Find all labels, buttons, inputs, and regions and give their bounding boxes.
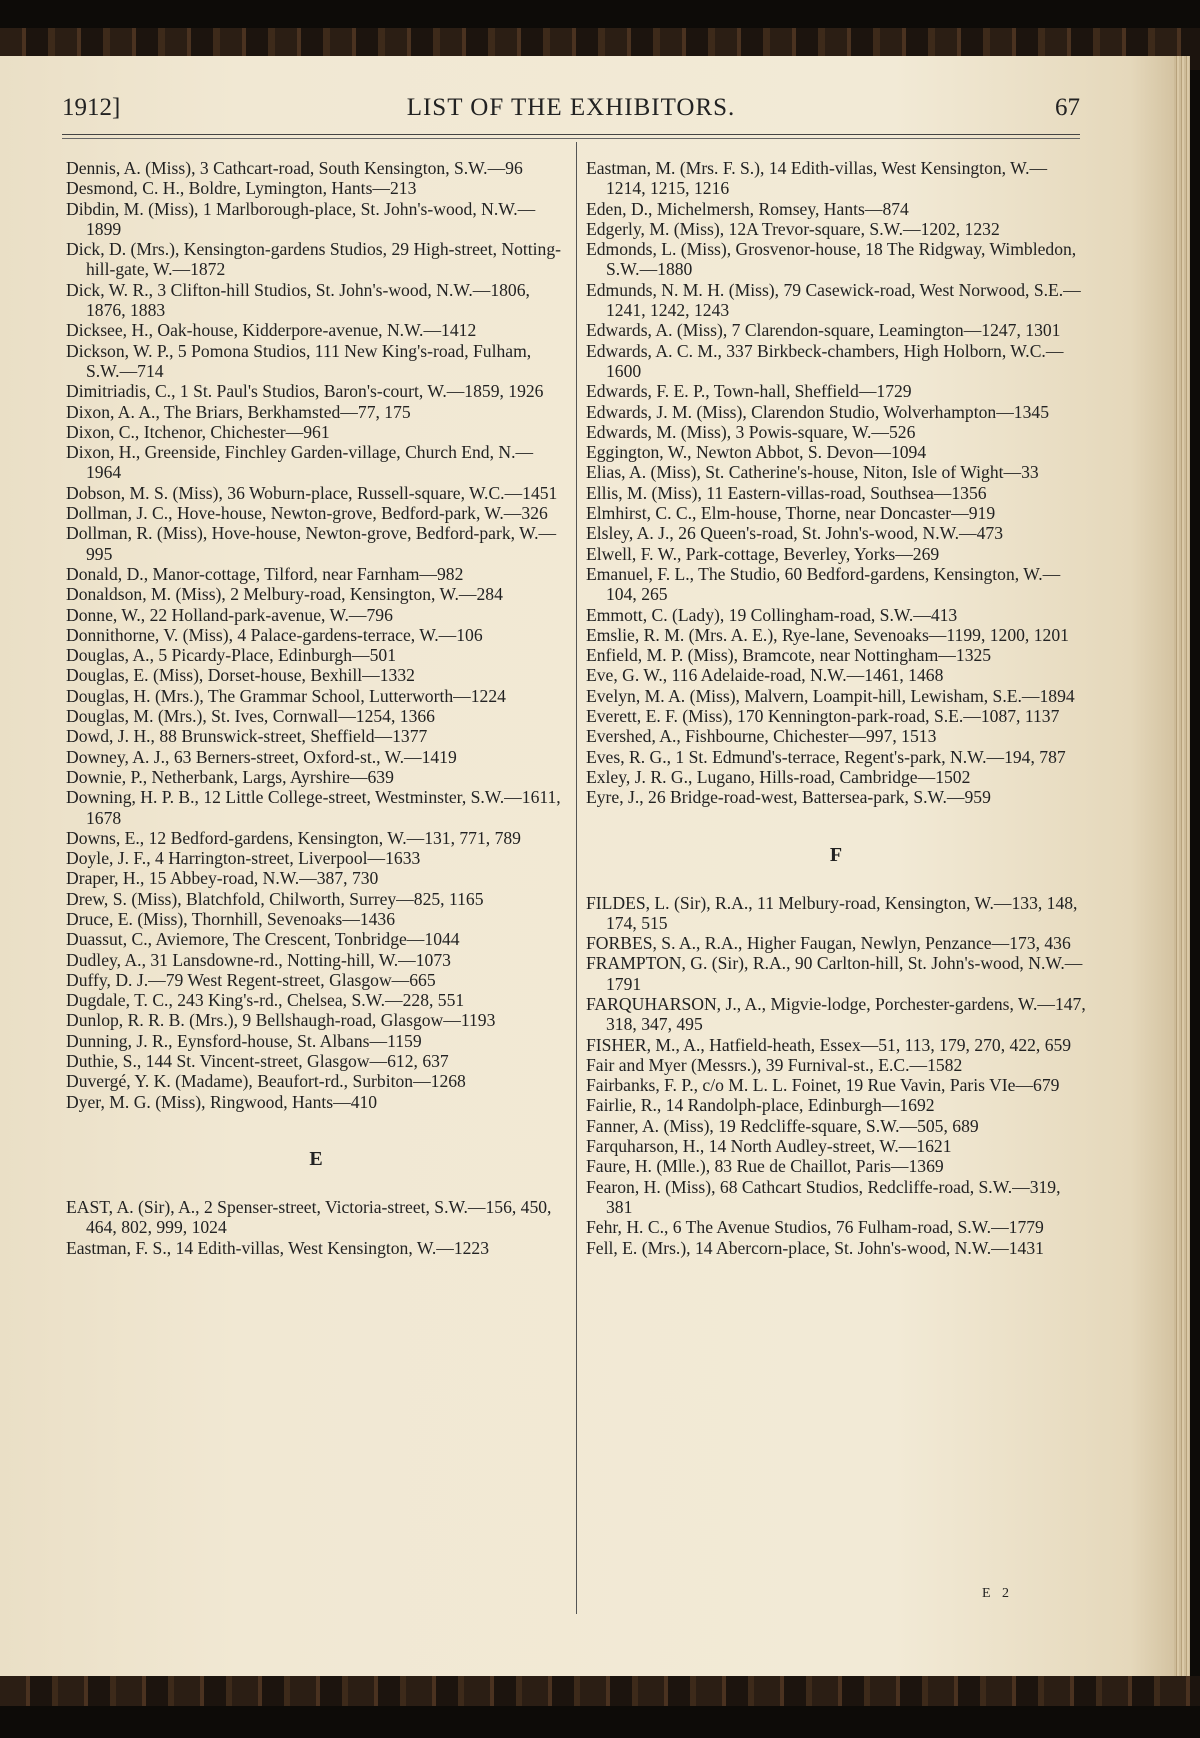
exhibitor-entry: Edmonds, L. (Miss), Grosvenor-house, 18 The Ridgway, Wimbledon, S.W.—1880: [586, 239, 1077, 280]
entries-f: [586, 893, 1086, 1258]
exhibitor-entry: Dudley, A., 31 Lansdowne-rd., Notting-hill, W.—1073: [66, 949, 451, 970]
exhibitor-entry: Downs, E., 12 Bedford-gardens, Kensington, W.—131, 771, 789: [66, 827, 521, 848]
exhibitor-entry: Edwards, A. (Miss), 7 Clarendon-square, Leamington—1247, 1301: [586, 320, 1061, 341]
exhibitor-entry: Dyer, M. G. (Miss), Ringwood, Hants—410: [66, 1091, 378, 1112]
running-header: [62, 94, 1080, 128]
book-page: [0, 56, 1190, 1684]
exhibitor-entry: FILDES, L. (Sir), R.A., 11 Melbury-road, Kensington, W.—133, 148, 174, 515: [586, 892, 1078, 933]
exhibitor-entry: Enfield, M. P. (Miss), Bramcote, near Nottingham—1325: [586, 645, 992, 666]
exhibitor-entry: Dunlop, R. R. B. (Mrs.), 9 Bellshaugh-road, Glasgow—1193: [66, 1010, 496, 1031]
exhibitor-entry: Dobson, M. S. (Miss), 36 Woburn-place, Russell-square, W.C.—1451: [66, 482, 558, 503]
exhibitor-entry: Donaldson, M. (Miss), 2 Melbury-road, Kensington, W.—284: [66, 584, 503, 605]
exhibitor-entry: Edgerly, M. (Miss), 12A Trevor-square, S.W.—1202, 1232: [586, 218, 1000, 239]
exhibitor-entry: Ellis, M. (Miss), 11 Eastern-villas-road, Southsea—1356: [586, 482, 987, 503]
header-year: 1912]: [62, 94, 121, 121]
exhibitor-entry: FORBES, S. A., R.A., Higher Faugan, Newlyn, Penzance—173, 436: [586, 933, 1071, 954]
exhibitor-entry: Duassut, C., Aviemore, The Crescent, Tonbridge—1044: [66, 929, 460, 950]
page-number: 67: [1055, 94, 1080, 121]
page-edge: [1174, 56, 1190, 1684]
exhibitor-entry: Douglas, A., 5 Picardy-Place, Edinburgh—501: [66, 645, 397, 666]
right-column: [586, 158, 1086, 1258]
exhibitor-entry: Dimitriadis, C., 1 St. Paul's Studios, Baron's-court, W.—1859, 1926: [66, 381, 544, 402]
exhibitor-entry: FARQUHARSON, J., A., Migvie-lodge, Porchester-gardens, W.—147, 318, 347, 495: [586, 993, 1086, 1035]
exhibitor-entry: Dugdale, T. C., 243 King's-rd., Chelsea, S.W.—228, 551: [66, 990, 465, 1011]
exhibitor-entry: Douglas, E. (Miss), Dorset-house, Bexhill—1332: [66, 665, 415, 686]
exhibitor-entry: Fair and Myer (Messrs.), 39 Furnival-st., E.C.—1582: [586, 1054, 963, 1075]
entries-e-continued: [586, 158, 1086, 808]
exhibitor-entry: Dollman, J. C., Hove-house, Newton-grove, Bedford-park, W.—326: [66, 503, 548, 524]
exhibitor-entry: Eve, G. W., 116 Adelaide-road, N.W.—1461, 1468: [586, 665, 944, 686]
exhibitor-entry: Douglas, M. (Mrs.), St. Ives, Cornwall—1254, 1366: [66, 706, 435, 727]
exhibitor-entry: Donald, D., Manor-cottage, Tilford, near Farnham—982: [66, 563, 464, 584]
exhibitor-entry: Douglas, H. (Mrs.), The Grammar School, Lutterworth—1224: [66, 685, 506, 706]
exhibitor-entry: Eden, D., Michelmersh, Romsey, Hants—874: [586, 198, 909, 219]
exhibitor-entry: Elsley, A. J., 26 Queen's-road, St. John's-wood, N.W.—473: [586, 523, 1003, 544]
exhibitor-entry: Dixon, C., Itchenor, Chichester—961: [66, 421, 330, 442]
exhibitor-entry: Fell, E. (Mrs.), 14 Abercorn-place, St. John's-wood, N.W.—1431: [586, 1237, 1044, 1258]
exhibitor-entry: Dunning, J. R., Eynsford-house, St. Albans—1159: [66, 1030, 422, 1051]
exhibitor-entry: Duffy, D. J.—79 West Regent-street, Glasgow—665: [66, 969, 436, 990]
header-rule: [62, 134, 1080, 135]
exhibitor-entry: Eastman, F. S., 14 Edith-villas, West Kensington, W.—1223: [66, 1237, 490, 1258]
exhibitor-entry: Dennis, A. (Miss), 3 Cathcart-road, South Kensington, S.W.—96: [66, 158, 523, 178]
binding-tape-bottom: [0, 1676, 1200, 1706]
exhibitor-entry: Dollman, R. (Miss), Hove-house, Newton-grove, Bedford-park, W.—995: [66, 523, 557, 564]
exhibitor-entry: Dibdin, M. (Miss), 1 Marlborough-place, St. John's-wood, N.W.—1899: [66, 198, 536, 239]
exhibitor-entry: Elwell, F. W., Park-cottage, Beverley, Yorks—269: [586, 543, 940, 564]
exhibitor-entry: Eves, R. G., 1 St. Edmund's-terrace, Regent's-park, N.W.—194, 787: [586, 746, 1066, 767]
exhibitor-entry: Edwards, F. E. P., Town-hall, Sheffield—1729: [586, 381, 912, 402]
exhibitor-entry: Fairbanks, F. P., c/o M. L. L. Foinet, 19 Rue Vavin, Paris VIe—679: [586, 1075, 1060, 1096]
exhibitor-entry: Dowd, J. H., 88 Brunswick-street, Sheffield—1377: [66, 726, 428, 747]
exhibitor-entry: Everett, E. F. (Miss), 170 Kennington-park-road, S.E.—1087, 1137: [586, 706, 1060, 727]
exhibitor-entry: Evershed, A., Fishbourne, Chichester—997, 1513: [586, 726, 937, 747]
exhibitor-entry: Edwards, J. M. (Miss), Clarendon Studio, Wolverhampton—1345: [586, 401, 1049, 422]
exhibitor-entry: Fehr, H. C., 6 The Avenue Studios, 76 Fulham-road, S.W.—1779: [586, 1217, 1044, 1238]
exhibitor-entry: Duvergé, Y. K. (Madame), Beaufort-rd., Surbiton—1268: [66, 1071, 466, 1092]
exhibitor-entry: Dixon, H., Greenside, Finchley Garden-village, Church End, N.—1964: [66, 442, 534, 483]
section-heading-e: E: [309, 1147, 323, 1170]
exhibitor-entry: Edwards, M. (Miss), 3 Powis-square, W.—526: [586, 421, 916, 442]
exhibitor-entry: Downey, A. J., 63 Berners-street, Oxford-st., W.—1419: [66, 746, 457, 767]
exhibitor-entry: Emslie, R. M. (Mrs. A. E.), Rye-lane, Sevenoaks—1199, 1200, 1201: [586, 624, 1069, 645]
exhibitor-entry: FRAMPTON, G. (Sir), R.A., 90 Carlton-hill, St. John's-wood, N.W.—1791: [586, 953, 1083, 994]
exhibitor-entry: Farquharson, H., 14 North Audley-street, W.—1621: [586, 1136, 952, 1157]
exhibitor-entry: Fearon, H. (Miss), 68 Cathcart Studios, Redcliffe-road, S.W.—319, 381: [586, 1176, 1061, 1217]
exhibitor-entry: Doyle, J. F., 4 Harrington-street, Liverpool—1633: [66, 848, 421, 869]
header-rule-thin: [62, 138, 1080, 139]
exhibitor-entry: Emanuel, F. L., The Studio, 60 Bedford-gardens, Kensington, W.—104, 265: [586, 563, 1061, 605]
exhibitor-entry: Dixon, A. A., The Briars, Berkhamsted—77, 175: [66, 401, 411, 422]
exhibitor-entry: Duthie, S., 144 St. Vincent-street, Glasgow—612, 637: [66, 1051, 449, 1072]
exhibitor-entry: Elmhirst, C. C., Elm-house, Thorne, near Doncaster—919: [586, 503, 996, 524]
exhibitor-entry: Evelyn, M. A. (Miss), Malvern, Loampit-hill, Lewisham, S.E.—1894: [586, 685, 1075, 706]
exhibitor-entry: Eyre, J., 26 Bridge-road-west, Battersea-park, S.W.—959: [586, 787, 991, 808]
section-heading-f: F: [829, 843, 843, 866]
exhibitor-entry: Elias, A. (Miss), St. Catherine's-house, Niton, Isle of Wight—33: [586, 462, 1039, 483]
exhibitor-entry: Draper, H., 15 Abbey-road, N.W.—387, 730: [66, 868, 379, 889]
exhibitor-entry: Faure, H. (Mlle.), 83 Rue de Chaillot, Paris—1369: [586, 1156, 944, 1177]
exhibitor-entry: Dickson, W. P., 5 Pomona Studios, 111 New King's-road, Fulham, S.W.—714: [66, 340, 532, 381]
entries-e-start: [66, 1197, 566, 1258]
header-title: LIST OF THE EXHIBITORS.: [406, 94, 736, 121]
exhibitor-entry: Emmott, C. (Lady), 19 Collingham-road, S.W.—413: [586, 604, 958, 625]
exhibitor-entry: Fanner, A. (Miss), 19 Redcliffe-square, S.W.—505, 689: [586, 1115, 979, 1136]
exhibitor-entry: Eggington, W., Newton Abbot, S. Devon—1094: [586, 442, 927, 463]
exhibitor-entry: Dicksee, H., Oak-house, Kidderpore-avenue, N.W.—1412: [66, 320, 477, 341]
exhibitor-entry: Donnithorne, V. (Miss), 4 Palace-gardens-terrace, W.—106: [66, 624, 483, 645]
exhibitor-entry: Desmond, C. H., Boldre, Lymington, Hants—213: [66, 178, 417, 199]
column-divider: [576, 142, 577, 1614]
exhibitor-entry: EAST, A. (Sir), A., 2 Spenser-street, Victoria-street, S.W.—156, 450, 464, 802, 999, 1024: [66, 1196, 552, 1238]
exhibitor-entry: Druce, E. (Miss), Thornhill, Sevenoaks—1436: [66, 908, 396, 929]
exhibitor-entry: Edmunds, N. M. H. (Miss), 79 Casewick-road, West Norwood, S.E.—1241, 1242, 1243: [586, 279, 1081, 321]
signature-mark: E 2: [982, 1586, 1014, 1601]
exhibitor-entry: Drew, S. (Miss), Blatchfold, Chilworth, Surrey—825, 1165: [66, 888, 484, 909]
entries-d: [66, 158, 566, 1112]
exhibitor-entry: Edwards, A. C. M., 337 Birkbeck-chambers, High Holborn, W.C.—1600: [586, 340, 1064, 381]
exhibitor-entry: Downie, P., Netherbank, Largs, Ayrshire—639: [66, 766, 394, 787]
exhibitor-entry: Fairlie, R., 14 Randolph-place, Edinburgh—1692: [586, 1095, 935, 1116]
exhibitor-entry: Exley, J. R. G., Lugano, Hills-road, Cambridge—1502: [586, 766, 971, 787]
exhibitor-entry: Donne, W., 22 Holland-park-avenue, W.—796: [66, 604, 393, 625]
exhibitor-entry: FISHER, M., A., Hatfield-heath, Essex—51, 113, 179, 270, 422, 659: [586, 1034, 1072, 1055]
exhibitor-entry: Dick, W. R., 3 Clifton-hill Studios, St. John's-wood, N.W.—1806, 1876, 1883: [66, 279, 530, 321]
exhibitor-entry: Eastman, M. (Mrs. F. S.), 14 Edith-villas, West Kensington, W.—1214, 1215, 1216: [586, 158, 1048, 199]
left-column: [66, 158, 566, 1258]
exhibitor-entry: Dick, D. (Mrs.), Kensington-gardens Studios, 29 High-street, Notting-hill-gate, W.—1872: [66, 239, 562, 280]
exhibitor-entry: Downing, H. P. B., 12 Little College-street, Westminster, S.W.—1611, 1678: [66, 787, 561, 828]
